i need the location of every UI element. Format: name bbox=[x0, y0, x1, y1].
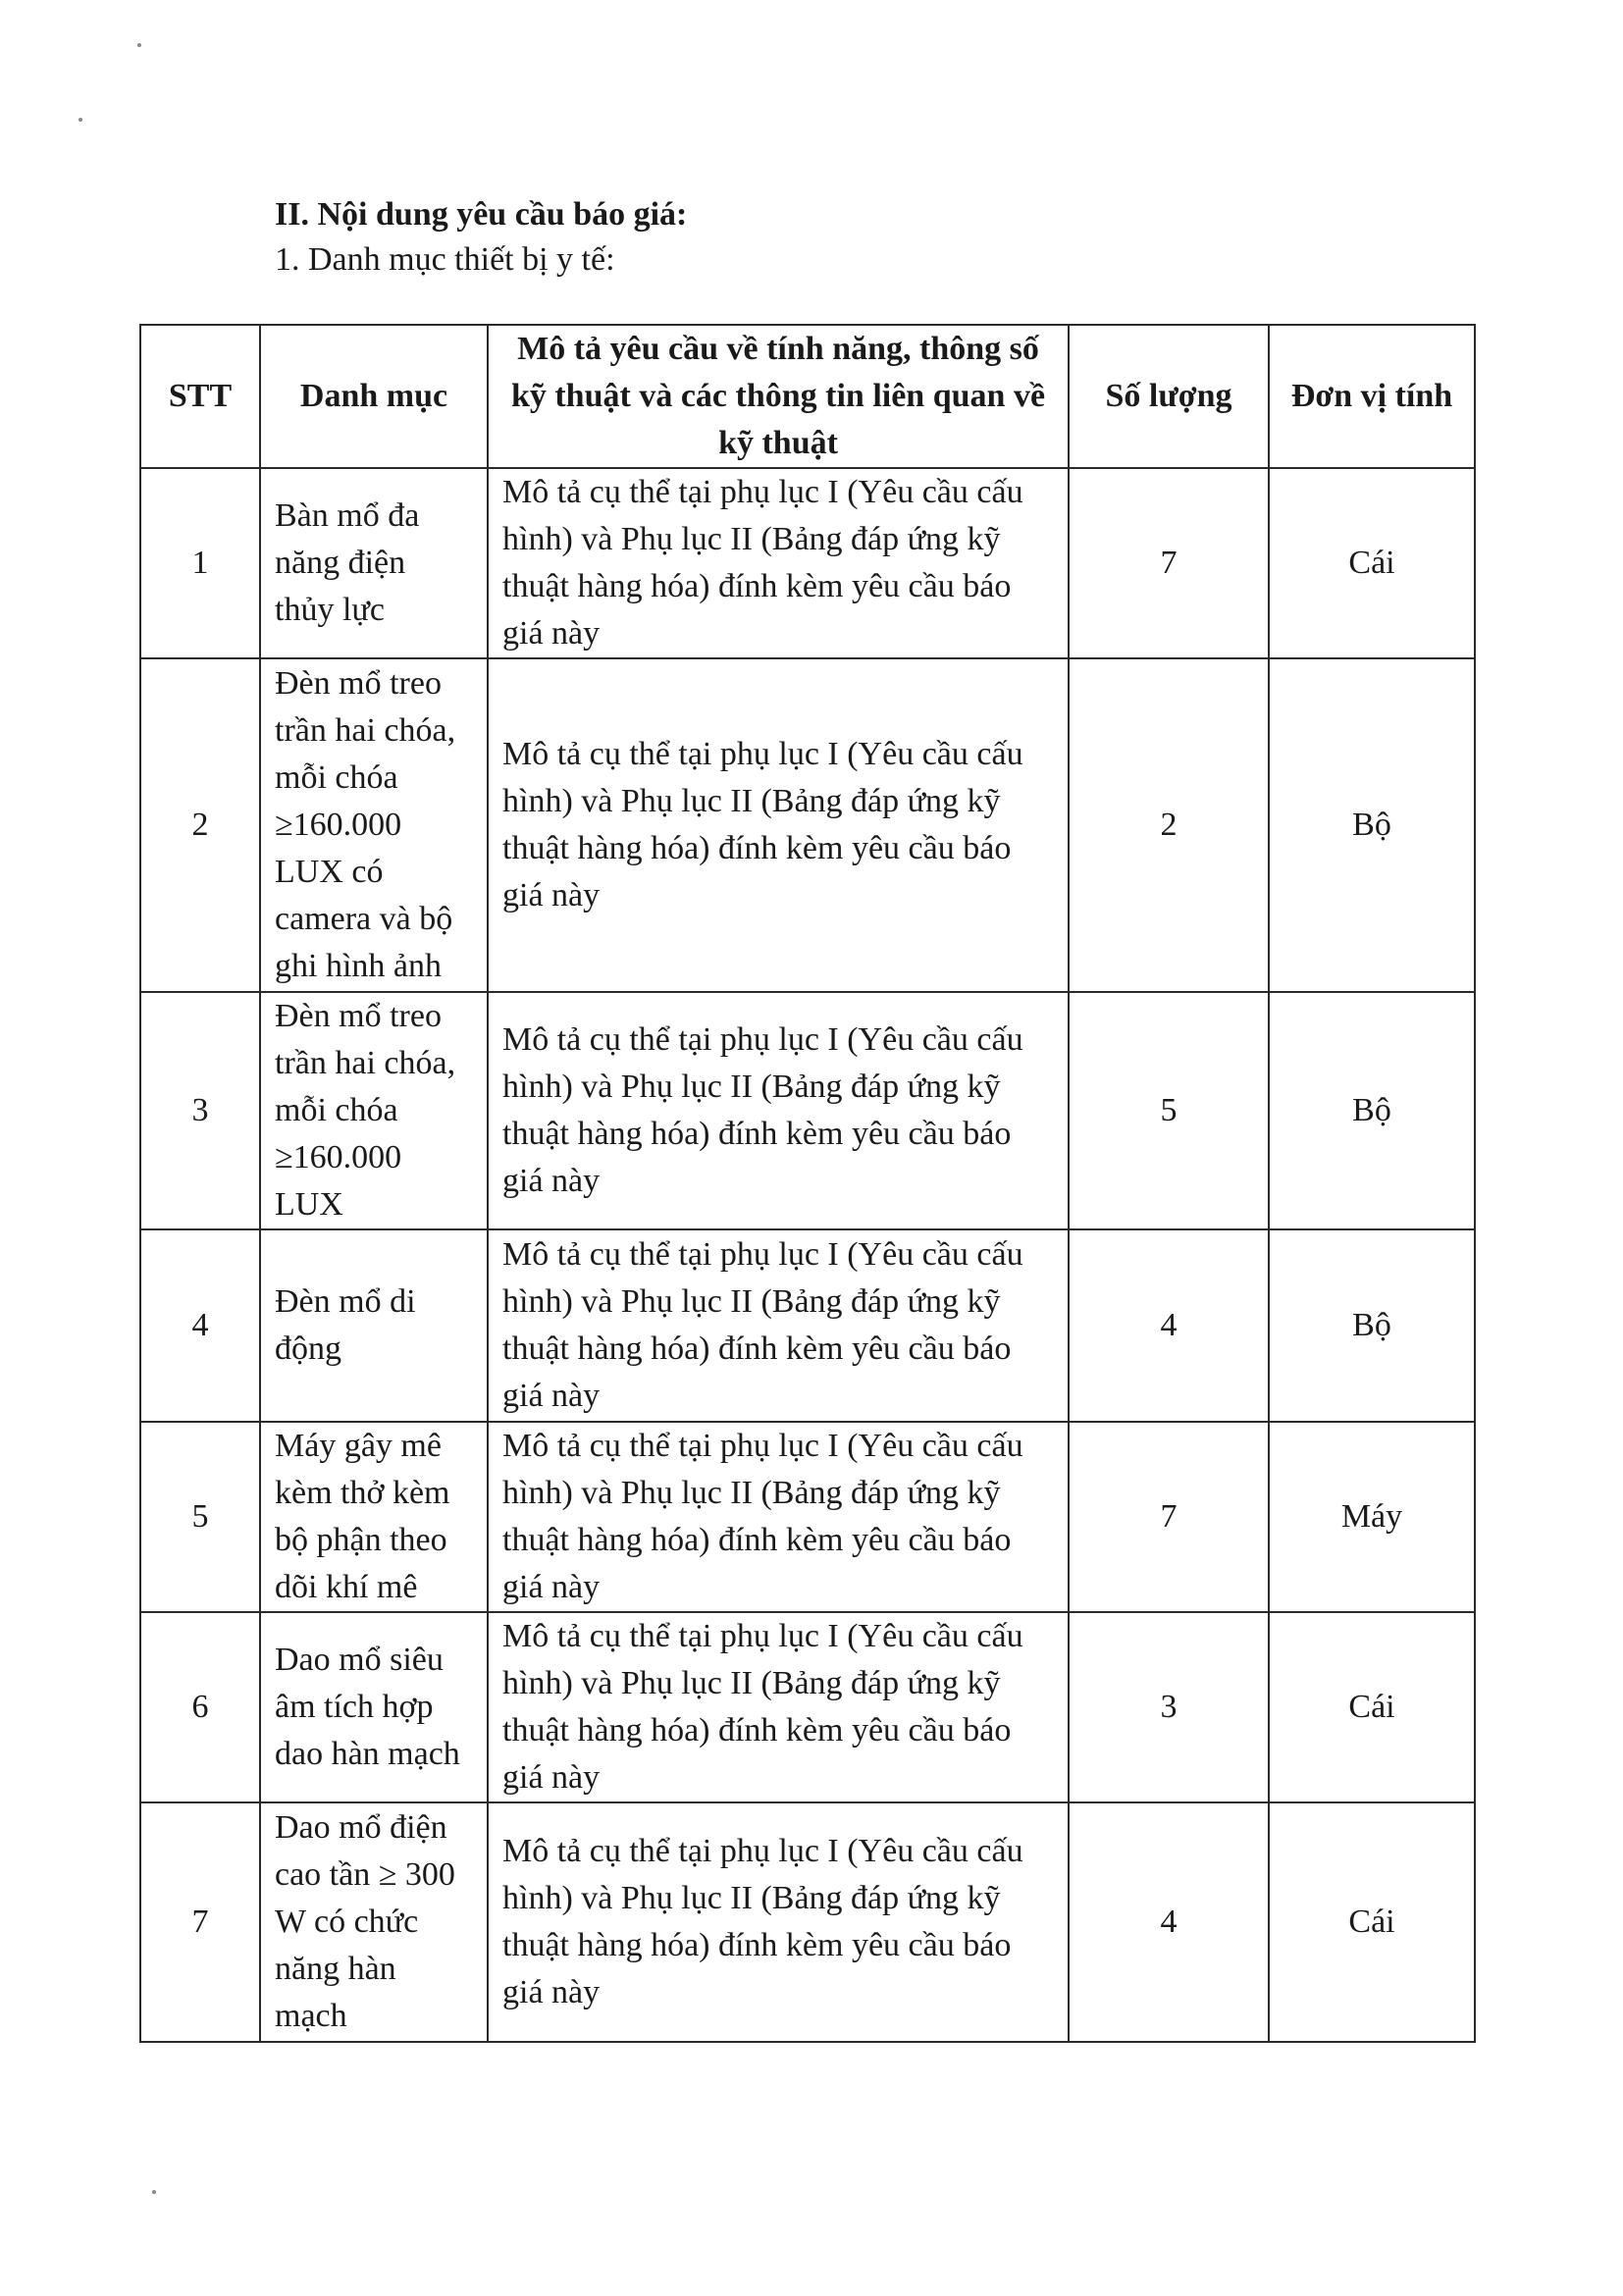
cell-unit: Cái bbox=[1269, 1612, 1475, 1802]
cell-unit: Bộ bbox=[1269, 658, 1475, 992]
header-description: Mô tả yêu cầu về tính năng, thông số kỹ thuật và các thông tin liên quan về kỹ thuật bbox=[488, 325, 1069, 468]
cell-quantity: 7 bbox=[1069, 468, 1269, 658]
table-row bbox=[140, 1612, 1475, 1802]
cell-quantity: 4 bbox=[1069, 1229, 1269, 1422]
cell-stt: 5 bbox=[140, 1422, 260, 1612]
cell-name: Dao mổ điện cao tần ≥ 300 W có chức năng hàn mạch bbox=[260, 1802, 488, 2042]
cell-stt: 6 bbox=[140, 1612, 260, 1802]
equipment-table bbox=[139, 324, 1476, 2043]
cell-stt: 1 bbox=[140, 468, 260, 658]
cell-description: Mô tả cụ thể tại phụ lục I (Yêu cầu cấu hình) và Phụ lục II (Bảng đáp ứng kỹ thuật hàng hóa) đính kèm yêu cầu báo giá này bbox=[488, 468, 1069, 658]
cell-description: Mô tả cụ thể tại phụ lục I (Yêu cầu cấu hình) và Phụ lục II (Bảng đáp ứng kỹ thuật hàng hóa) đính kèm yêu cầu báo giá này bbox=[488, 1612, 1069, 1802]
header-quantity: Số lượng bbox=[1069, 325, 1269, 468]
table-row bbox=[140, 992, 1475, 1229]
cell-name: Đèn mổ treo trần hai chóa, mỗi chóa ≥160.000 LUX có camera và bộ ghi hình ảnh bbox=[260, 658, 488, 992]
table-row bbox=[140, 1802, 1475, 2042]
table-row bbox=[140, 658, 1475, 992]
subsection-heading: 1. Danh mục thiết bị y tế: bbox=[275, 241, 615, 278]
section-heading: II. Nội dung yêu cầu báo giá: bbox=[275, 196, 688, 233]
cell-unit: Cái bbox=[1269, 1802, 1475, 2042]
header-unit: Đơn vị tính bbox=[1269, 325, 1475, 468]
cell-stt: 4 bbox=[140, 1229, 260, 1422]
cell-name: Dao mổ siêu âm tích hợp dao hàn mạch bbox=[260, 1612, 488, 1802]
scan-speck bbox=[152, 2190, 156, 2194]
cell-unit: Cái bbox=[1269, 468, 1475, 658]
cell-quantity: 2 bbox=[1069, 658, 1269, 992]
cell-quantity: 4 bbox=[1069, 1802, 1269, 2042]
cell-quantity: 5 bbox=[1069, 992, 1269, 1229]
scan-speck bbox=[137, 43, 141, 47]
cell-description: Mô tả cụ thể tại phụ lục I (Yêu cầu cấu hình) và Phụ lục II (Bảng đáp ứng kỹ thuật hàng hóa) đính kèm yêu cầu báo giá này bbox=[488, 992, 1069, 1229]
cell-stt: 7 bbox=[140, 1802, 260, 2042]
cell-stt: 3 bbox=[140, 992, 260, 1229]
header-stt: STT bbox=[140, 325, 260, 468]
header-name: Danh mục bbox=[260, 325, 488, 468]
table-row bbox=[140, 1422, 1475, 1612]
cell-quantity: 7 bbox=[1069, 1422, 1269, 1612]
cell-description: Mô tả cụ thể tại phụ lục I (Yêu cầu cấu hình) và Phụ lục II (Bảng đáp ứng kỹ thuật hàng hóa) đính kèm yêu cầu báo giá này bbox=[488, 1229, 1069, 1422]
table-row bbox=[140, 1229, 1475, 1422]
cell-name: Đèn mổ treo trần hai chóa, mỗi chóa ≥160.000 LUX bbox=[260, 992, 488, 1229]
cell-description: Mô tả cụ thể tại phụ lục I (Yêu cầu cấu hình) và Phụ lục II (Bảng đáp ứng kỹ thuật hàng hóa) đính kèm yêu cầu báo giá này bbox=[488, 1422, 1069, 1612]
cell-unit: Bộ bbox=[1269, 992, 1475, 1229]
cell-name: Máy gây mê kèm thở kèm bộ phận theo dõi khí mê bbox=[260, 1422, 488, 1612]
cell-name: Đèn mổ di động bbox=[260, 1229, 488, 1422]
cell-description: Mô tả cụ thể tại phụ lục I (Yêu cầu cấu hình) và Phụ lục II (Bảng đáp ứng kỹ thuật hàng hóa) đính kèm yêu cầu báo giá này bbox=[488, 1802, 1069, 2042]
cell-quantity: 3 bbox=[1069, 1612, 1269, 1802]
cell-unit: Máy bbox=[1269, 1422, 1475, 1612]
cell-name: Bàn mổ đa năng điện thủy lực bbox=[260, 468, 488, 658]
table-row bbox=[140, 468, 1475, 658]
scan-speck bbox=[79, 118, 82, 122]
table-header-row bbox=[140, 325, 1475, 468]
cell-unit: Bộ bbox=[1269, 1229, 1475, 1422]
cell-stt: 2 bbox=[140, 658, 260, 992]
cell-description: Mô tả cụ thể tại phụ lục I (Yêu cầu cấu hình) và Phụ lục II (Bảng đáp ứng kỹ thuật hàng hóa) đính kèm yêu cầu báo giá này bbox=[488, 658, 1069, 992]
